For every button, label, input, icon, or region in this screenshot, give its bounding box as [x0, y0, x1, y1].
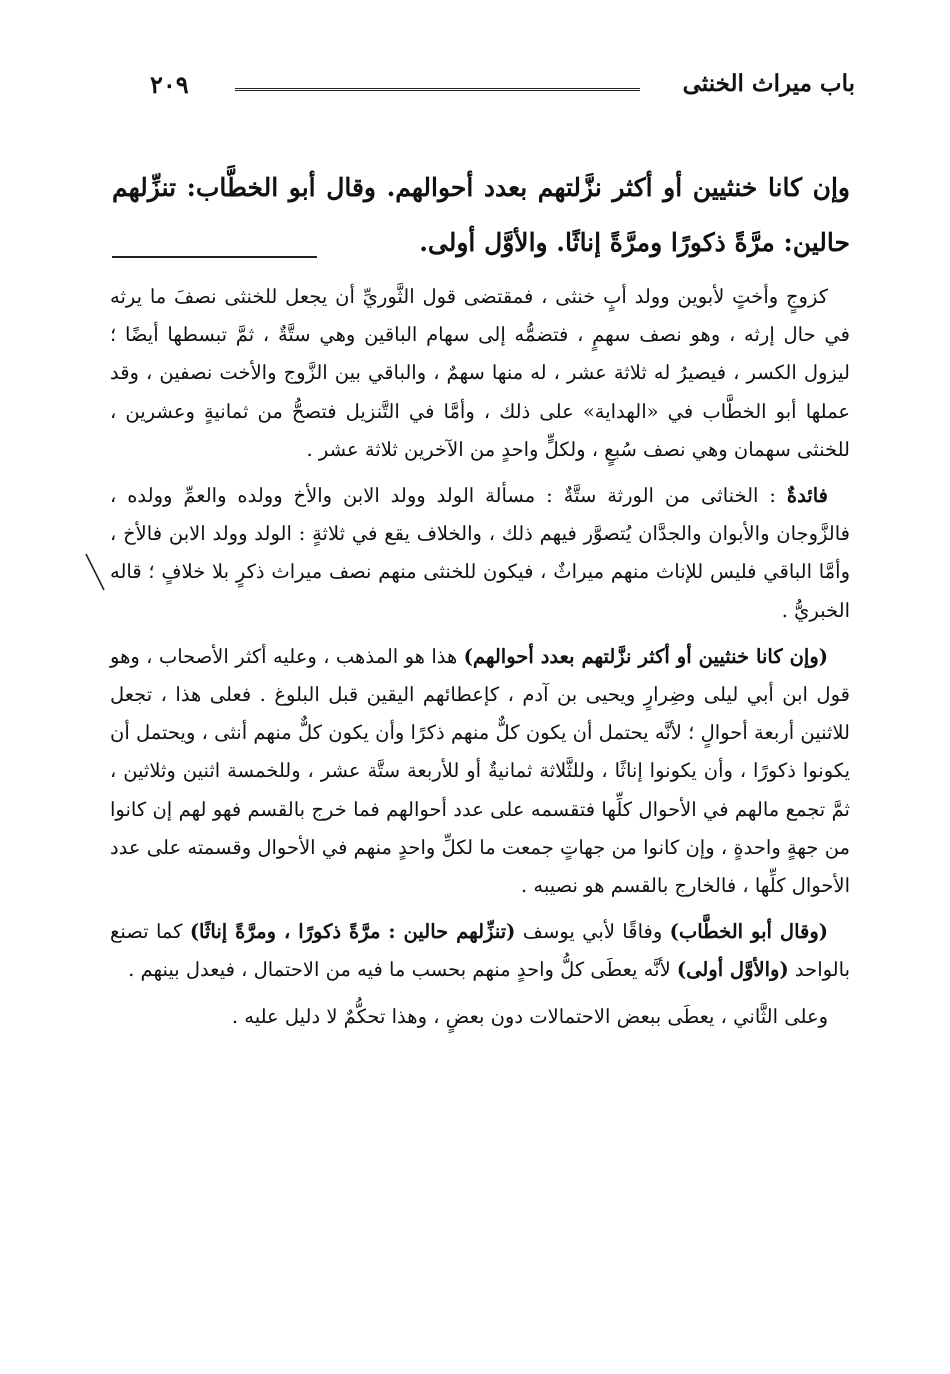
paragraph-5-text: وعلى الثَّاني ، يعطَى ببعض الاحتمالات دون بعضٍ ، وهذا تحكُّمٌ لا دليل عليه . [231, 1004, 828, 1028]
commentary-paragraph-1 [110, 278, 850, 469]
paragraph-1-text: كزوجٍ وأختٍ لأبوين وولد أبٍ خنثى ، فمقتضى قول الثَّوريِّ أن يجعل للخنثى نصفَ ما يرثه في حال إرثه ، وهو نصف سهمٍ ، فتضمُّه إلى سهام الباقين وهي ستَّةٌ ، ثمَّ تبسطها أيضًا ؛ ليزول الكسر ، فيصيرُ له ثلاثة عشر ، له منها سهمٌ ، والباقي بين الزَّوج والأخت نصفين ، وقد عملها أبو الخطَّاب في «الهداية» على ذلك ، وأمَّا في التَّنزيل فتصحُّ من ثمانيةٍ وعشرين ، للخنثى سهمان وهي نصف سُبعٍ ، ولكلٍّ واحدٍ من الآخرين ثلاثة عشر . [110, 285, 850, 461]
quoted-main-text: (تنزِّلهم حالين : مرَّةً ذكورًا ، ومرَّةً إناثًا) [189, 920, 516, 944]
chapter-title: باب ميراث الخنثى [682, 70, 855, 97]
commentary-paragraph-4 [110, 913, 850, 989]
quoted-main-text: (وإن كانا خنثيين أو أكثر نزَّلتهم بعدد أحوالهم) [463, 644, 828, 668]
quoted-main-text: (والأوَّل أولى) [676, 958, 789, 982]
paragraph-3-text: هذا هو المذهب ، وعليه أكثر الأصحاب ، وهو قول ابن أبي ليلى وضِرارٍ ويحيى بن آدم ، كإعطائهم اليقين قبل البلوغ . فعلى هذا ، تجعل للاثنين أربعة أحوالٍ ؛ لأنَّه يحتمل أن يكون كلٌّ منهم ذكرًا وأن يكون كلٌّ منهم أنثى ، ويحتمل أن يكونوا ذكورًا ، وأن يكونوا إناثًا ، وللثَّلاثة ثمانيةٌ أو للأربعة ستَّة عشر ، وللخمسة اثنين وثلاثين ، ثمَّ تجمع مالهم في الأحوال كلِّها فتقسمه على عدد أحوالهم فما خرج بالقسم فهو لهم إن كانوا من جهةٍ واحدةٍ ، وإن كانوا من جهاتٍ جمعت ما لكلِّ واحدٍ منهم في الأحوال وقسمته على عدد الأحوال كلِّها ، فالخارج بالقسم هو نصيبه . [110, 644, 850, 898]
main-text-content: وإن كانا خنثيين أو أكثر نزَّلتهم بعدد أحوالهم. وقال أبو الخطَّاب: تنزِّلهم حالين: مرَّةً ذكورًا ومرَّةً إناثًا. والأوَّل أولى. [112, 173, 850, 257]
main-text-divider [112, 256, 317, 258]
commentary-paragraph-2 [110, 477, 850, 630]
paragraph-4-text: وفاقًا لأبي يوسف [515, 920, 670, 944]
paragraph-4-text: لأنَّه يعطَى كلُّ واحدٍ منهم بحسب ما فيه من الاحتمال ، فيعدل بينهم . [128, 958, 677, 982]
paragraph-2-text: : الخناثى من الورثة ستَّةٌ : مسألة الولد وولد الابن والأخ وولده والعمِّ وولده ، فالزَّوجان والأبوان والجدَّان يُتصوَّر فيهم ذلك ، والخلاف يقع في ثلاثةٍ : الولد وولد الابن فالأخ ، وأمَّا الباقي فليس للإناث منهم ميراثٌ ، فيكون للخنثى منهم نصف ميراث ذكرٍ بلا خلافٍ ؛ قاله الخبريُّ . [110, 484, 850, 622]
quoted-main-text: (وقال أبو الخطَّاب) [669, 920, 828, 944]
header-rule [235, 88, 640, 95]
note-label: فائدةٌ [786, 484, 829, 508]
commentary-paragraph-5 [110, 998, 850, 1036]
page-header [150, 70, 855, 110]
page-number: ٢٠٩ [150, 70, 189, 99]
paragraph-4-text: كما تصنع بالواحد [110, 920, 850, 982]
commentary-paragraph-3 [110, 638, 850, 905]
margin-mark-icon [80, 550, 110, 594]
commentary [110, 278, 850, 1044]
main-text [112, 160, 850, 270]
